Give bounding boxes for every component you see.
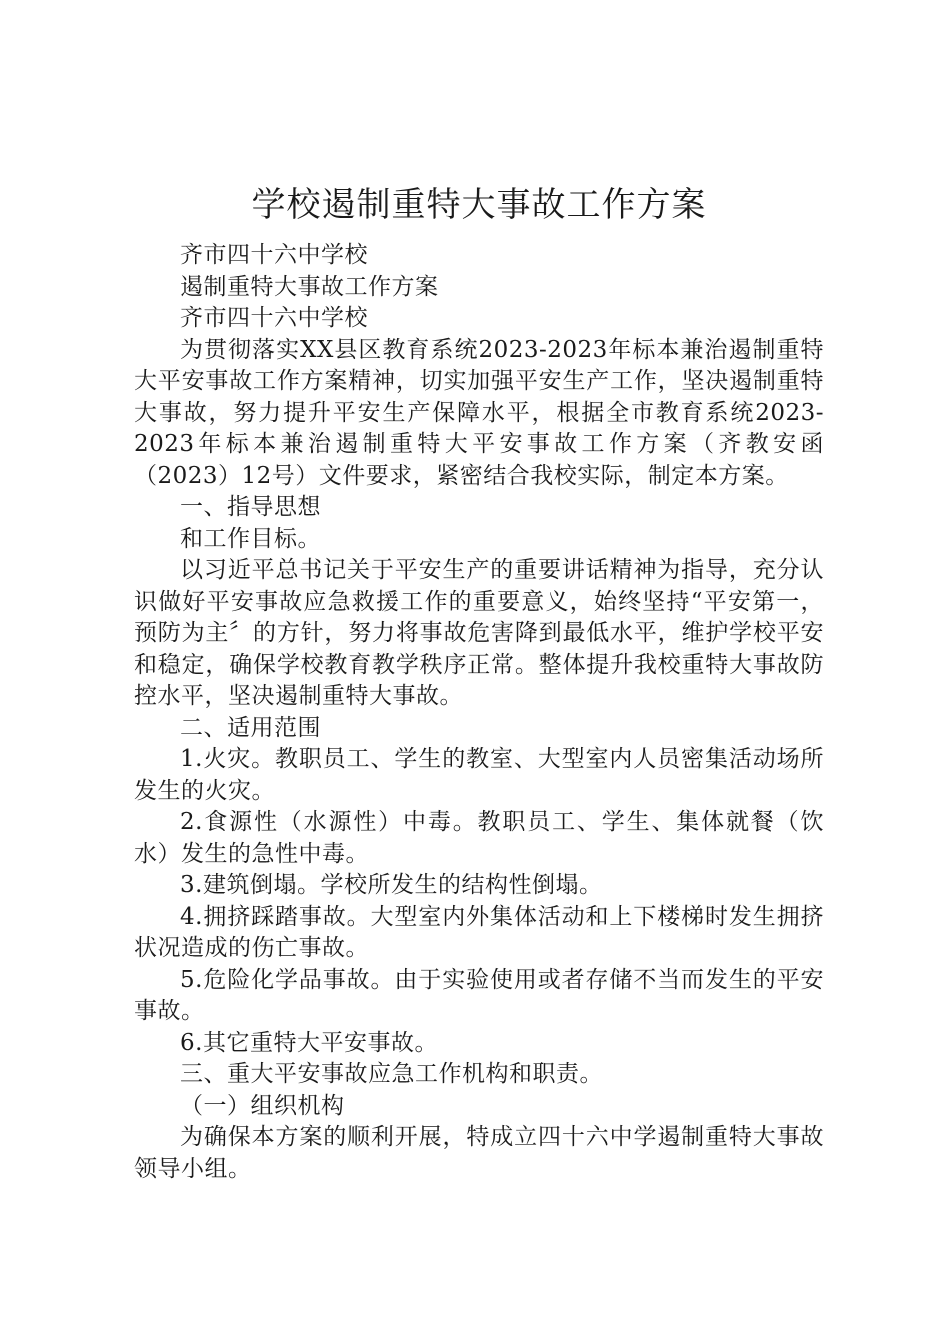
paragraph-plan-name: 遏制重特大事故工作方案 <box>180 273 439 300</box>
paragraph-school-name-2: 齐市四十六中学校 <box>180 305 368 331</box>
scope-item-collapse: 3.建筑倒塌。学校所发生的结构性倒塌。 <box>180 872 603 898</box>
scope-item-other: 6.其它重特大平安事故。 <box>180 1029 438 1056</box>
heading-guiding-thought: 一、指导思想 <box>180 494 321 520</box>
heading-work-goal: 和工作目标。 <box>180 525 321 552</box>
paragraph-school-name: 齐市四十六中学校 <box>180 242 368 268</box>
scope-item-chemical: 5.危险化学品事故。由于实验使用或者存储不当而发生的平安事故。 <box>134 966 824 1024</box>
paragraph-guiding-content: 以习近平总书记关于平安生产的重要讲话精神为指导，充分认识做好平安事故应急救援工作的重要意义，始终坚持“平安第一，预防为主〞的方针，努力将事故危害降到最低水平，维护学校平安和稳定，确保学校教育教学秩序正常。整体提升我校重特大事故防控水平，坚决遏制重特大事故。 <box>134 557 824 709</box>
paragraph-leadership-group: 为确保本方案的顺利开展，特成立四十六中学遏制重特大事故领导小组。 <box>134 1124 824 1182</box>
document-page <box>134 182 824 1185</box>
document-title: 学校遏制重特大事故工作方案 <box>251 185 707 225</box>
heading-scope: 二、适用范围 <box>180 714 321 741</box>
heading-organization: （一）组织机构 <box>180 1092 345 1119</box>
scope-item-poisoning: 2.食源性（水源性）中毒。教职员工、学生、集体就餐（饮水）发生的急性中毒。 <box>134 809 824 867</box>
heading-organization-duties: 三、重大平安事故应急工作机构和职责。 <box>180 1061 603 1087</box>
scope-item-stampede: 4.拥挤踩踏事故。大型室内外集体活动和上下楼梯时发生拥挤状况造成的伤亡事故。 <box>134 903 824 961</box>
paragraph-intro: 为贯彻落实XX县区教育系统2023-2023年标本兼治遏制重特大平安事故工作方案精神，切实加强平安生产工作，坚决遏制重特大事故，努力提升平安生产保障水平，根据全市教育系统2023-2023年标本兼治遏制重特大平安事故工作方案（齐教安函（2023）12号）文件要求，紧密结合我校实际，制定本方案。 <box>134 336 824 489</box>
scope-item-fire: 1.火灾。教职员工、学生的教室、大型室内人员密集活动场所发生的火灾。 <box>134 746 824 804</box>
